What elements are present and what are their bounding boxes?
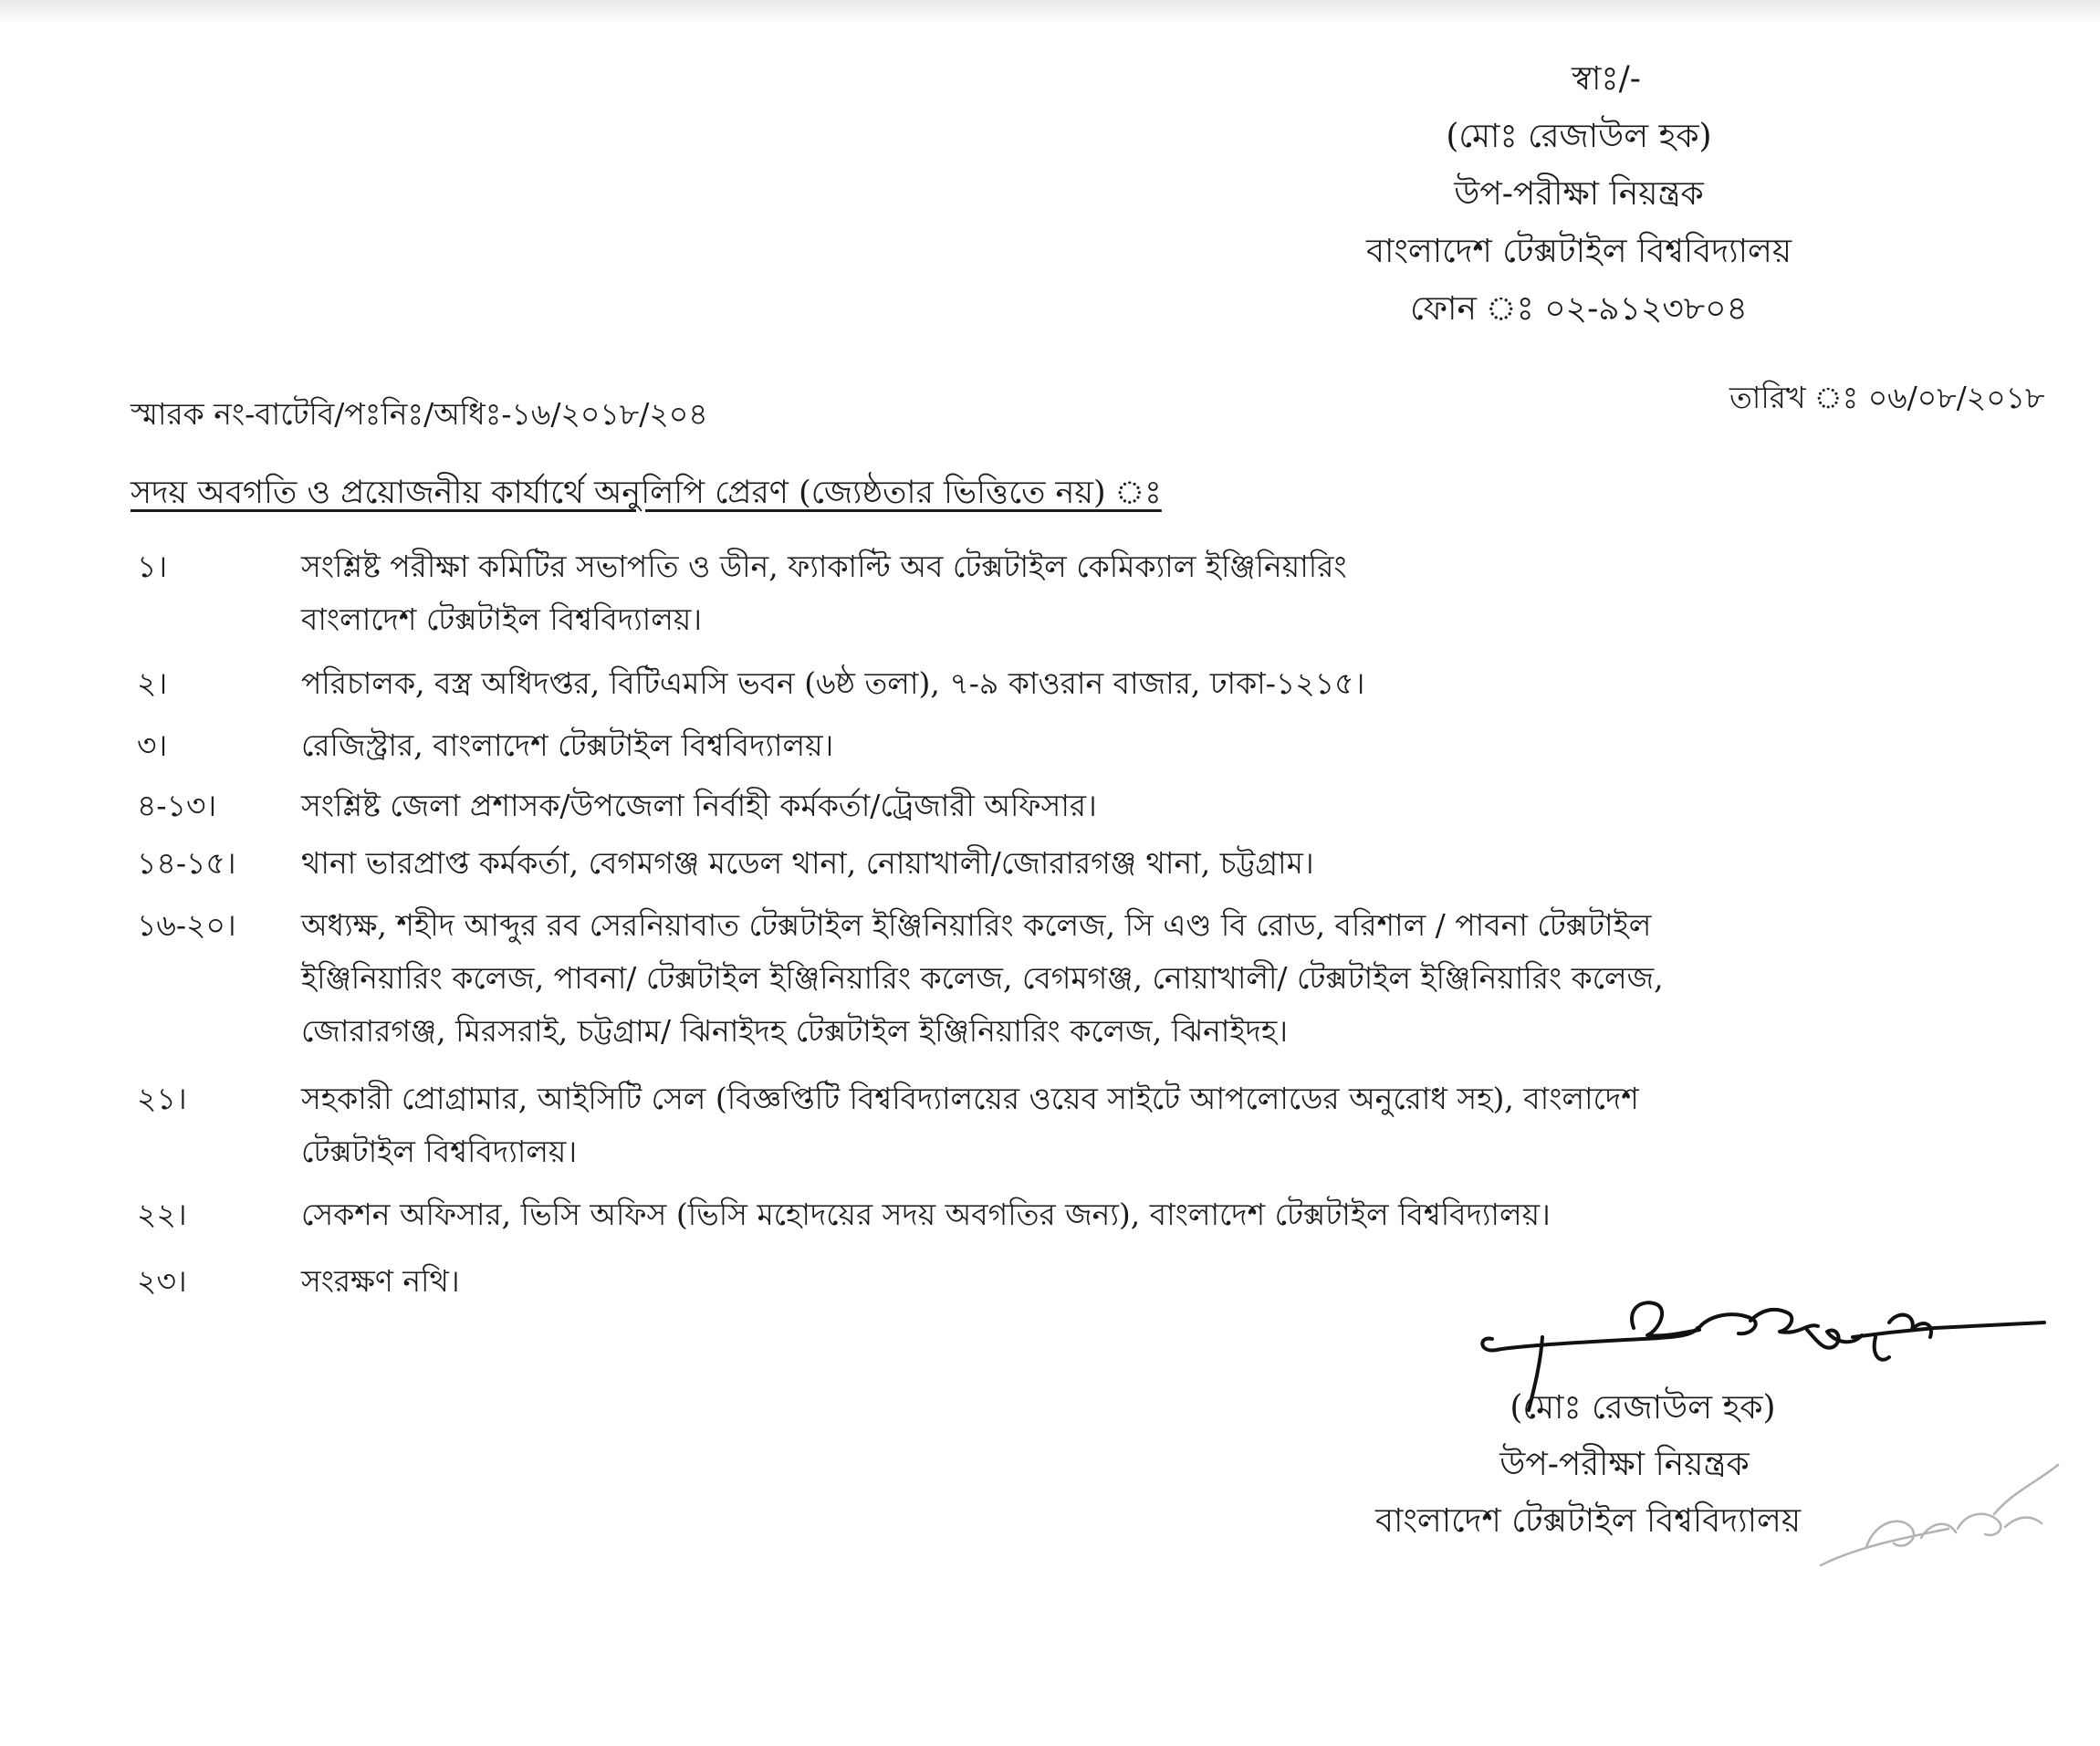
signatory-organization: বাংলাদেশ টেক্সটাইল বিশ্ববিদ্যালয় xyxy=(1365,233,1792,270)
item-text: সংরক্ষণ নথি। xyxy=(301,1263,460,1299)
item-text: রেজিস্ট্রার, বাংলাদেশ টেক্সটাইল বিশ্ববিদ্যালয়। xyxy=(301,727,834,763)
signatory-phone: ফোন ঃ ০২-৯১২৩৮০৪ xyxy=(1410,290,1748,328)
item-number: ২২। xyxy=(137,1197,187,1232)
item-text: সেকশন অফিসার, ভিসি অফিস (ভিসি মহোদয়ের সদয় অবগতির জন্য), বাংলাদেশ টেক্সটাইল বিশ্ববিদ্যালয়। xyxy=(301,1197,1551,1232)
faint-initials-icon xyxy=(1802,1438,2076,1593)
memo-number: স্মারক নং-বাটেবি/পঃনিঃ/অধিঃ-১৬/২০১৮/২০৪ xyxy=(131,396,708,432)
item-text: পরিচালক, বস্ত্র অধিদপ্তর, বিটিএমসি ভবন (৬ষ্ঠ তলা), ৭-৯ কাওরান বাজার, ঢাকা-১২১৫। xyxy=(301,665,1365,701)
item-number: ২১। xyxy=(137,1081,187,1116)
item-number: ৪-১৩। xyxy=(137,788,217,823)
list-item xyxy=(137,1188,2044,1241)
item-number: ১৬-২০। xyxy=(137,907,236,943)
signatory-name: (মোঃ রেজাউল হক) xyxy=(1446,118,1712,155)
list-item xyxy=(137,837,2044,890)
item-number: ২। xyxy=(137,665,168,701)
footer-signatory-name: (মোঃ রেজাউল হক) xyxy=(1510,1389,1776,1427)
item-text: সহকারী প্রোগ্রামার, আইসিটি সেল (বিজ্ঞপ্তিটি বিশ্ববিদ্যালয়ের ওয়েব সাইটে আপলোডের অনুরোধ সহ), বাংলাদেশ টেক্সটাইল বিশ্ববিদ্যালয়। xyxy=(301,1081,1639,1169)
item-number: ২৩। xyxy=(137,1263,187,1299)
list-item xyxy=(137,657,2044,710)
list-item xyxy=(137,719,2044,772)
scan-edge-shadow xyxy=(0,0,2100,24)
footer-signatory-organization: বাংলাদেশ টেক্সটাইল বিশ্ববিদ্যালয় xyxy=(1374,1502,1802,1540)
footer-signature-block xyxy=(1314,1380,1862,1550)
item-text: সংশ্লিষ্ট জেলা প্রশাসক/উপজেলা নির্বাহী কর্মকর্তা/ট্রেজারী অফিসার। xyxy=(301,788,1097,823)
item-text: সংশ্লিষ্ট পরীক্ষা কমিটির সভাপতি ও ডীন, ফ্যাকাল্টি অব টেক্সটাইল কেমিক্যাল ইঞ্জিনিয়ারিং বাংলাদেশ টেক্সটাইল বিশ্ববিদ্যালয়। xyxy=(301,549,1347,637)
footer-signatory-designation: উপ-পরীক্ষা নিয়ন্ত্রক xyxy=(1499,1446,1750,1483)
list-item xyxy=(137,899,2044,1058)
list-item xyxy=(137,540,2044,646)
signatory-designation: উপ-পরীক্ষা নিয়ন্ত্রক xyxy=(1454,175,1704,213)
header-signature-block xyxy=(1305,50,1853,338)
item-number: ১। xyxy=(137,549,168,584)
item-number: ৩। xyxy=(137,727,168,763)
memo-date: তারিখ ঃ ০৬/০৮/২০১৮ xyxy=(1729,380,2045,415)
item-number: ১৪-১৫। xyxy=(137,845,236,881)
list-item xyxy=(137,779,2044,832)
item-text: থানা ভারপ্রাপ্ত কর্মকর্তা, বেগমগঞ্জ মডেল থানা, নোয়াখালী/জোরারগঞ্জ থানা, চট্টগ্রাম। xyxy=(301,845,1314,881)
list-item xyxy=(137,1072,2044,1178)
subject-line: সদয় অবগতি ও প্রয়োজনীয় কার্যার্থে অনুলিপি প্রেরণ (জ্যেষ্ঠতার ভিত্তিতে নয়) ঃ xyxy=(131,475,1162,511)
signed-marker: স্বাঃ/- xyxy=(1572,60,1641,98)
item-text: অধ্যক্ষ, শহীদ আব্দুর রব সেরনিয়াবাত টেক্সটাইল ইঞ্জিনিয়ারিং কলেজ, সি এণ্ড বি রোড, বরিশাল / পাবনা টেক্সটাইল ইঞ্জিনিয়ারিং কলেজ, পাবনা/ টেক্সটাইল ইঞ্জিনিয়ারিং কলেজ, বেগমগঞ্জ, নোয়াখালী/ টেক্সটাইল ইঞ্জিনিয়ারিং কলেজ, জোরারগঞ্জ, মিরসরাই, চট্টগ্রাম/ ঝিনাইদহ টেক্সটাইল ইঞ্জিনিয়ারিং কলেজ, ঝিনাইদহ। xyxy=(301,907,1664,1049)
